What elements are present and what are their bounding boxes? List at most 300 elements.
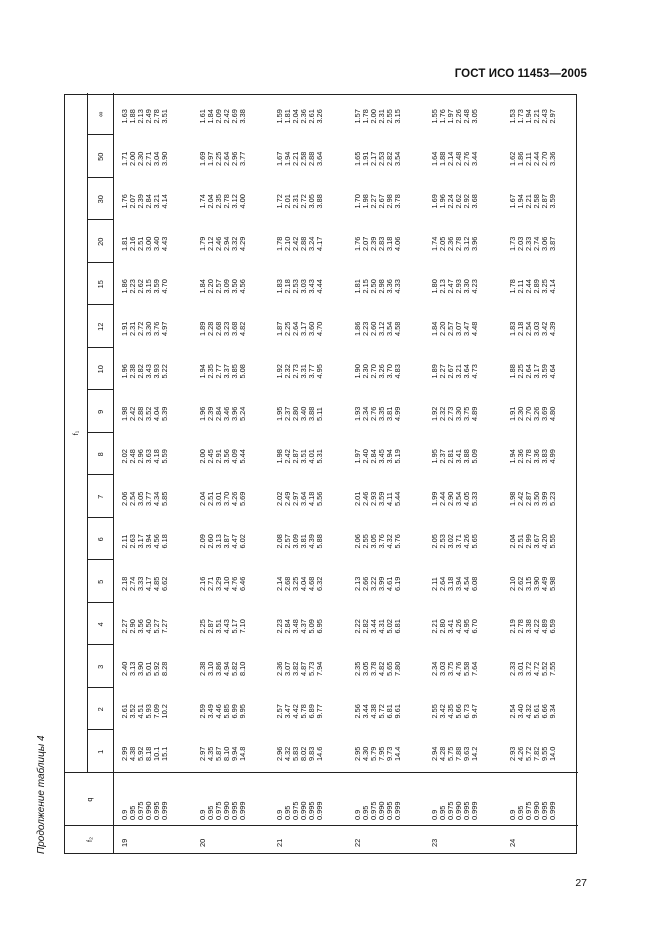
table-cell: 15.1 [160,746,169,761]
table-cell: 3.59 [547,194,557,209]
table-cell: 3.38 [523,619,533,634]
table-cell: 2.67 [446,364,455,379]
table-cell: 4.48 [470,321,479,336]
table-cell: 3.59 [152,279,161,294]
table-cell: 5.65 [384,661,394,676]
table-cell: 3.88 [462,449,471,464]
table-cell: 2.39 [205,406,215,421]
table-cell: 2.30 [360,364,370,379]
table-cell: 1.98 [507,491,517,506]
table-cell: 3.64 [299,491,308,506]
table-cell: 1.88 [128,109,137,124]
table-cell: 3.75 [446,661,455,676]
table-cell: 1.86 [120,279,129,294]
table-cell: 4.17 [315,236,324,251]
table-cell: 2.70 [539,151,549,166]
table-cell: 1.67 [275,151,284,166]
table-cell: 3.46 [221,406,231,421]
table-cell: 3.04 [152,151,161,166]
table-cell: 3.09 [221,279,231,294]
table-cell: 2.97 [547,109,557,124]
table-cell: 4.30 [360,746,370,761]
table-cell: 5.93 [144,704,153,719]
table-cell: 4.72 [531,661,541,676]
table-cell: 2.72 [299,194,308,209]
table-cell: 2.55 [360,534,370,549]
group-f2-label: 22 [352,838,362,847]
table-cell: 4.89 [470,406,479,421]
table-cell: 2.39 [136,194,145,209]
table-caption: Продолжение таблицы 4 [36,735,47,854]
table-cell: 1.97 [205,151,215,166]
table-cell: 1.67 [507,194,517,209]
table-cell: 2.95 [352,746,362,761]
table-cell: 3.03 [438,661,447,676]
table-cell: 4.18 [152,449,161,464]
table-cell: 2.72 [136,321,145,336]
table-cell: 3.21 [454,364,463,379]
table-cell: 2.51 [136,236,145,251]
table-cell: 9.63 [462,746,471,761]
table-cell: 7.82 [531,746,541,761]
table-cell: 2.47 [446,279,455,294]
table-cell: 2.90 [128,619,137,634]
table-cell: 5.58 [462,661,471,676]
table-cell: 3.05 [360,661,370,676]
table-cell: 2.44 [523,279,533,294]
table-cell: 1.55 [430,109,439,124]
table-cell: 4.49 [539,576,549,591]
table-cell: 2.26 [454,109,463,124]
table-cell: 4.80 [547,406,557,421]
q-value: 0.990 [299,801,308,820]
table-cell: 4.51 [136,704,145,719]
table-cell: 3.50 [531,491,541,506]
table-cell: 1.96 [438,194,447,209]
table-cell: 2.32 [283,364,292,379]
table-cell: 1.92 [430,406,439,421]
table-cell: 2.35 [352,661,362,676]
table-cell: 1.93 [352,406,362,421]
table-cell: 7.27 [160,619,169,634]
table-cell: 3.68 [229,321,239,336]
table-cell: 2.02 [120,449,129,464]
table-cell: 1.97 [446,109,455,124]
table-cell: 2.51 [205,491,215,506]
table-cell: 5.59 [160,449,169,464]
header-f1-value: 6 [96,537,105,542]
header-rule [87,93,88,773]
table-cell: 4.99 [547,449,557,464]
table-cell: 9.95 [237,704,247,719]
table-cell: 2.61 [307,109,316,124]
table-cell: 2.81 [446,449,455,464]
table-cell: 5.92 [136,746,145,761]
table-cell: 6.66 [539,704,549,719]
table-cell: 1.73 [507,236,517,251]
table-cell: 2.84 [213,406,223,421]
table-cell: 3.12 [229,194,239,209]
table-cell: 2.64 [523,364,533,379]
table-cell: 1.74 [430,236,439,251]
table-cell: 2.48 [128,449,137,464]
q-value: 0.975 [136,801,145,820]
table-cell: 2.57 [446,321,455,336]
table-cell: 2.63 [128,534,137,549]
table-cell: 1.94 [515,194,525,209]
table-cell: 3.35 [376,406,386,421]
header-f1-value: 5 [96,579,105,584]
table-cell: 3.59 [376,491,386,506]
table-cell: 2.59 [197,704,207,719]
table-cell: 2.74 [128,576,137,591]
table-cell: 2.61 [120,704,129,719]
table-cell: 2.42 [283,449,292,464]
header-f1-value: 15 [96,280,105,289]
table-cell: 6.81 [384,704,394,719]
table-cell: 3.54 [392,151,402,166]
table-cell: 5.85 [160,491,169,506]
table-cell: 1.87 [275,321,284,336]
table-cell: 3.03 [299,279,308,294]
table-cell: 2.78 [515,619,525,634]
table-cell: 2.83 [376,236,386,251]
table-cell: 3.36 [547,151,557,166]
table-cell: 3.15 [392,109,402,124]
table-cell: 3.47 [283,704,292,719]
table-cell: 6.08 [470,576,479,591]
table-cell: 2.48 [462,109,471,124]
table-cell: 2.23 [275,619,284,634]
table-cell: 3.17 [299,321,308,336]
table-cell: 2.31 [128,321,137,336]
table-cell: 2.87 [205,619,215,634]
table-cell: 4.89 [539,619,549,634]
table-cell: 2.80 [438,619,447,634]
table-cell: 5.44 [237,449,247,464]
table-cell: 4.43 [221,619,231,634]
table-cell: 2.80 [291,406,300,421]
table-cell: 2.55 [384,109,394,124]
header-f1-value: 50 [96,152,105,161]
table-cell: 2.82 [136,364,145,379]
table-cell: 2.57 [275,704,284,719]
table-cell: 4.05 [462,491,471,506]
header-rule [113,93,114,853]
table-cell: 2.33 [507,661,517,676]
table-cell: 2.44 [531,151,541,166]
table-cell: 2.96 [136,449,145,464]
table-cell: 5.73 [307,661,316,676]
table-cell: 3.06 [539,236,549,251]
table-cell: 3.13 [128,661,137,676]
table-cell: 2.35 [213,194,223,209]
table-cell: 9.61 [392,704,402,719]
table-cell: 9.94 [229,746,239,761]
table-cell: 5.11 [315,407,324,421]
table-cell: 1.64 [430,151,439,166]
header-f1-value: 3 [96,664,105,669]
table-cell: 3.93 [152,364,161,379]
group-f2-label: 21 [275,838,284,847]
table-cell: 3.51 [160,109,169,124]
table-cell: 5.01 [144,661,153,676]
table-cell: 1.95 [430,449,439,464]
q-value: 0.999 [160,801,169,820]
table-cell: 3.71 [454,534,463,549]
table-cell: 7.64 [470,661,479,676]
table-cell: 3.05 [307,194,316,209]
table-cell: 3.51 [213,619,223,634]
document-header: ГОСТ ИСО 11453—2005 [454,68,587,80]
table-cell: 2.37 [438,449,447,464]
table-cell: 1.88 [438,151,447,166]
table-cell: 1.62 [507,151,517,166]
table-cell: 2.38 [128,364,137,379]
table-cell: 3.94 [454,576,463,591]
table-cell: 2.78 [221,194,231,209]
table-cell: 5.66 [454,704,463,719]
table-cell: 2.64 [221,151,231,166]
table-cell: 6.70 [470,619,479,634]
table-cell: 7.09 [152,704,161,719]
table-cell: 3.60 [307,321,316,336]
table-cell: 2.13 [136,109,145,124]
table-cell: 1.72 [275,194,284,209]
table-cell: 4.11 [384,492,394,506]
table-cell: 2.19 [507,619,517,634]
table-cell: 6.02 [237,534,247,549]
table-cell: 2.87 [539,194,549,209]
table-cell: 3.99 [376,576,386,591]
table-cell: 2.00 [128,151,137,166]
table-cell: 5.79 [368,746,378,761]
table-cell: 3.81 [384,406,394,421]
table-cell: 1.78 [275,236,284,251]
table-cell: 3.23 [221,321,231,336]
header-f1-value: 12 [96,322,105,331]
table-cell: 3.87 [221,534,231,549]
table-cell: 14.8 [237,746,247,761]
table-cell: 3.54 [384,321,394,336]
table-cell: 6.46 [237,576,247,591]
table-cell: 5.76 [392,534,402,549]
table-cell: 6.81 [392,619,402,634]
table-cell: 14.6 [315,746,324,761]
table-cell: 2.34 [430,661,439,676]
table-cell: 3.25 [291,576,300,591]
q-value: 0.95 [438,805,447,820]
table-cell: 2.00 [197,449,207,464]
table-cell: 3.50 [229,279,239,294]
table-cell: 2.38 [197,661,207,676]
table-cell: 9.34 [547,704,557,719]
table-cell: 4.61 [384,576,394,591]
table-cell: 2.55 [430,704,439,719]
table-cell: 5.55 [547,534,557,549]
column-rule [65,825,578,826]
table-cell: 2.94 [221,236,231,251]
table-cell: 2.04 [507,534,517,549]
table-cell: 3.43 [144,364,153,379]
table-cell: 5.69 [237,491,247,506]
table-cell: 5.09 [470,449,479,464]
table-cell: 3.67 [531,534,541,549]
table-cell: 4.58 [392,321,402,336]
q-value: 0.990 [376,801,386,820]
table-cell: 1.70 [352,194,362,209]
table-cell: 4.82 [237,321,247,336]
table-cell: 1.96 [120,364,129,379]
q-value: 0.999 [237,801,247,820]
table-cell: 3.07 [454,321,463,336]
table-cell: 4.39 [547,321,557,336]
table-cell: 2.78 [152,109,161,124]
table-cell: 2.08 [275,534,284,549]
table-cell: 4.00 [237,194,247,209]
table-cell: 8.10 [237,661,247,676]
table-cell: 3.96 [470,236,479,251]
table-cell: 2.62 [515,576,525,591]
table-cell: 1.59 [275,109,284,124]
q-value: 0.95 [128,805,137,820]
table-cell: 1.92 [275,364,284,379]
table-cell: 4.17 [144,576,153,591]
table-cell: 5.44 [392,491,402,506]
table-cell: 2.21 [523,194,533,209]
table-cell: 2.82 [384,151,394,166]
table-cell: 3.56 [221,449,231,464]
table-cell: 2.84 [144,194,153,209]
table-cell: 2.25 [283,321,292,336]
table-cell: 3.52 [128,704,137,719]
q-value: 0.9 [507,809,517,820]
q-value: 0.999 [392,801,402,820]
table-cell: 3.41 [446,619,455,634]
table-cell: 1.91 [507,406,517,421]
table-cell: 2.91 [213,449,223,464]
table-cell: 4.37 [299,619,308,634]
table-cell: 4.38 [368,704,378,719]
table-cell: 2.87 [291,449,300,464]
column-rule [65,772,578,773]
table-cell: 4.95 [462,619,471,634]
table-cell: 6.89 [307,704,316,719]
table-cell: 3.72 [523,661,533,676]
table-cell: 5.98 [547,576,557,591]
table-cell: 2.88 [136,406,145,421]
table-cell: 2.36 [515,449,525,464]
table-cell: 2.56 [352,704,362,719]
table-cell: 3.00 [144,236,153,251]
table-cell: 2.74 [531,236,541,251]
table-cell: 4.14 [160,194,169,209]
table-cell: 7.55 [547,661,557,676]
table-cell: 2.05 [438,236,447,251]
table-cell: 2.07 [360,236,370,251]
table-cell: 2.18 [515,321,525,336]
table-cell: 3.18 [446,576,455,591]
q-value: 0.990 [221,801,231,820]
table-cell: 1.94 [283,151,292,166]
table-cell: 3.40 [152,236,161,251]
q-value: 0.975 [291,801,300,820]
table-cell: 1.63 [120,109,129,124]
table-cell: 1.90 [352,364,362,379]
table-cell: 3.44 [360,704,370,719]
table-cell: 2.69 [229,109,239,124]
table-cell: 2.37 [283,406,292,421]
table-cell: 2.11 [430,577,439,591]
table-cell: 6.19 [392,576,402,591]
table-cell: 1.73 [515,109,525,124]
table-cell: 1.81 [120,236,129,251]
table-cell: 3.76 [152,321,161,336]
header-f1-value: 8 [96,452,105,457]
table-cell: 4.56 [152,534,161,549]
table-cell: 2.10 [507,576,517,591]
table-cell: 3.64 [462,364,471,379]
table-cell: 3.77 [144,491,153,506]
q-value: 0.990 [531,801,541,820]
table-cell: 6.99 [229,704,239,719]
table-cell: 2.04 [291,109,300,124]
table-cell: 2.10 [283,236,292,251]
table-cell: 1.96 [197,406,207,421]
table-cell: 1.91 [120,321,129,336]
table-cell: 3.44 [368,619,378,634]
table-cell: 4.26 [454,619,463,634]
table-cell: 2.62 [454,194,463,209]
table-cell: 2.70 [523,406,533,421]
table-cell: 2.20 [438,321,447,336]
rotated-table-area [36,94,576,854]
table-cell: 3.45 [376,449,386,464]
table-cell: 1.83 [275,279,284,294]
table-cell: 4.29 [237,236,247,251]
table-cell: 3.40 [515,704,525,719]
table-cell: 3.59 [539,364,549,379]
table-cell: 1.57 [352,109,362,124]
table-cell: 2.07 [128,194,137,209]
table-cell: 5.72 [376,704,386,719]
table-cell: 2.34 [360,406,370,421]
table-cell: 3.12 [376,321,386,336]
q-value: 0.975 [523,801,533,820]
table-cell: 2.17 [368,151,378,166]
table-cell: 3.02 [446,534,455,549]
table-cell: 4.85 [152,576,161,591]
table-cell: 3.51 [299,449,308,464]
header-f1-value: 10 [96,365,105,374]
table-cell: 4.22 [531,619,541,634]
table-cell: 3.90 [531,576,541,591]
table-cell: 1.80 [430,279,439,294]
table-cell: 3.09 [291,534,300,549]
table-cell: 1.94 [507,449,517,464]
table-cell: 3.01 [213,491,223,506]
table-cell: 1.89 [197,321,207,336]
table-cell: 4.42 [291,704,300,719]
table-cell: 2.22 [352,619,362,634]
table-cell: 3.18 [384,236,394,251]
table-cell: 3.01 [515,661,525,676]
table-cell: 2.88 [307,151,316,166]
table-cell: 2.00 [368,109,378,124]
table-cell: 2.14 [275,576,284,591]
header-f1-value: ∞ [96,111,105,117]
q-value: 0.9 [197,809,207,820]
